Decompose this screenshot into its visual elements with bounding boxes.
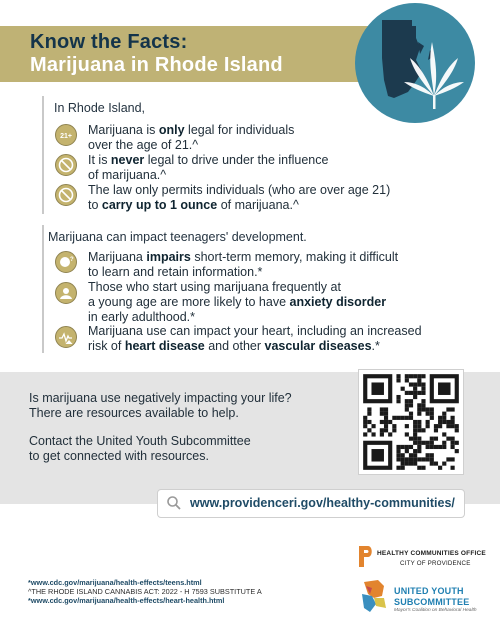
qr-module <box>417 428 421 432</box>
qr-module <box>417 424 421 428</box>
qr-module <box>367 420 371 424</box>
qr-module <box>417 412 421 416</box>
qr-module <box>421 428 425 432</box>
section2-intro: Marijuana can impact teenagers' development. <box>48 230 307 244</box>
qr-module <box>451 420 455 424</box>
qr-module <box>421 403 425 407</box>
qr-module <box>405 445 409 449</box>
qr-module <box>405 374 409 378</box>
qr-module <box>417 445 421 449</box>
section1-divider <box>42 96 44 214</box>
section2-divider <box>42 225 44 353</box>
qr-module <box>413 391 417 395</box>
qr-module <box>442 412 446 416</box>
qr-module <box>409 437 413 441</box>
qr-module <box>371 424 375 428</box>
qr-module <box>451 407 455 411</box>
qr-module <box>413 441 417 445</box>
heart-warning-icon <box>55 326 77 348</box>
fact-possession: The law only permits individuals (who are over age 21) to carry up to 1 ounce of marijuana.^ <box>88 183 391 212</box>
qr-module <box>421 374 425 378</box>
uys-title-line1: UNITED YOUTH <box>394 586 464 596</box>
rhode-island-map-icon <box>354 2 476 124</box>
no-driving-icon <box>55 154 77 176</box>
qr-module <box>417 382 421 386</box>
qr-module <box>396 395 400 399</box>
qr-module <box>430 407 434 411</box>
hco-logo-icon <box>358 545 374 569</box>
qr-module <box>401 462 405 466</box>
qr-module <box>396 374 400 378</box>
search-icon <box>166 495 182 511</box>
qr-module <box>405 432 409 436</box>
qr-module <box>396 466 400 470</box>
qr-module <box>409 412 413 416</box>
qr-module <box>426 457 430 461</box>
qr-code[interactable] <box>358 369 464 475</box>
resources-url[interactable]: www.providenceri.gov/healthy-communities/ <box>190 496 455 510</box>
qr-module <box>426 420 430 424</box>
qr-module <box>401 453 405 457</box>
qr-module <box>363 432 367 436</box>
qr-module <box>367 412 371 416</box>
qr-module <box>413 420 417 424</box>
qr-module <box>384 420 388 424</box>
uys-logo-icon <box>360 578 390 614</box>
qr-module <box>455 441 459 445</box>
qr-module <box>409 399 413 403</box>
qr-module <box>421 399 425 403</box>
qr-module <box>421 387 425 391</box>
qr-module <box>446 407 450 411</box>
qr-module <box>409 445 413 449</box>
qr-module <box>442 416 446 420</box>
qr-module <box>451 457 455 461</box>
qr-module <box>417 391 421 395</box>
qr-module <box>396 416 400 420</box>
section1-intro: In Rhode Island, <box>54 101 146 115</box>
qr-module <box>451 441 455 445</box>
qr-module <box>434 428 438 432</box>
qr-module <box>396 453 400 457</box>
qr-module <box>442 420 446 424</box>
qr-module <box>409 403 413 407</box>
qr-module <box>446 457 450 461</box>
qr-module <box>417 407 421 411</box>
uys-tagline: Mayor's Coalition on Behavioral Health <box>394 608 477 613</box>
qr-module <box>430 412 434 416</box>
qr-module <box>388 420 392 424</box>
qr-module <box>455 424 459 428</box>
qr-module <box>405 462 409 466</box>
qr-module <box>384 424 388 428</box>
qr-module <box>371 432 375 436</box>
qr-module <box>417 403 421 407</box>
qr-module <box>434 424 438 428</box>
qr-module <box>405 449 409 453</box>
qr-module <box>409 462 413 466</box>
qr-module <box>426 441 430 445</box>
qr-module <box>417 420 421 424</box>
qr-module <box>413 453 417 457</box>
qr-module <box>396 399 400 403</box>
uys-title-line2: SUBCOMMITTEE <box>394 597 470 607</box>
qr-module <box>413 374 417 378</box>
qr-module <box>380 412 384 416</box>
qr-module <box>413 387 417 391</box>
anxiety-icon <box>55 282 77 304</box>
qr-module <box>421 441 425 445</box>
qr-module <box>430 437 434 441</box>
qr-module <box>384 416 388 420</box>
qr-module <box>434 445 438 449</box>
qr-module <box>413 462 417 466</box>
qr-module <box>426 424 430 428</box>
qr-module <box>421 457 425 461</box>
qr-module <box>455 428 459 432</box>
qr-module <box>392 428 396 432</box>
page-title-line1: Know the Facts: <box>30 31 188 53</box>
qr-module <box>430 445 434 449</box>
qr-module <box>442 462 446 466</box>
qr-module <box>396 449 400 453</box>
qr-module <box>413 395 417 399</box>
qr-module <box>367 428 371 432</box>
qr-module <box>426 445 430 449</box>
qr-module <box>438 382 450 394</box>
qr-module <box>409 453 413 457</box>
qr-module <box>413 457 417 461</box>
qr-module <box>417 441 421 445</box>
svg-text:?: ? <box>70 257 74 263</box>
qr-module <box>380 428 384 432</box>
footnote-cannabis-act: ^THE RHODE ISLAND CANNABIS ACT: 2022 - H 7593 SUBSTITUTE A <box>28 587 262 596</box>
svg-text:21+: 21+ <box>60 133 72 140</box>
qr-module <box>401 466 405 470</box>
qr-module <box>363 424 367 428</box>
qr-module <box>409 374 413 378</box>
qr-module <box>446 420 450 424</box>
footnote-heart[interactable]: *www.cdc.gov/marijuana/health-effects/heart-health.html <box>28 596 225 605</box>
qr-module <box>371 449 383 461</box>
qr-module <box>451 437 455 441</box>
qr-module <box>405 403 409 407</box>
hco-title: HEALTHY COMMUNITIES OFFICE <box>377 550 486 557</box>
qr-module <box>384 412 388 416</box>
qr-module <box>413 424 417 428</box>
qr-module <box>384 428 388 432</box>
qr-module <box>367 407 371 411</box>
qr-module <box>396 445 400 449</box>
qr-module <box>430 462 434 466</box>
qr-module <box>392 416 396 420</box>
qr-module <box>405 399 409 403</box>
qr-module <box>438 420 442 424</box>
qr-module <box>421 466 425 470</box>
qr-module <box>401 445 405 449</box>
qr-module <box>446 424 450 428</box>
qr-module <box>363 416 367 420</box>
qr-module <box>442 432 446 436</box>
qr-module <box>417 378 421 382</box>
qr-module <box>426 412 430 416</box>
qr-module <box>451 416 455 420</box>
qr-module <box>434 462 438 466</box>
qr-module <box>396 378 400 382</box>
qr-module <box>430 453 434 457</box>
qr-module <box>451 445 455 449</box>
qr-module <box>430 416 434 420</box>
page-title-line2: Marijuana in Rhode Island <box>30 54 283 76</box>
qr-module <box>413 382 417 386</box>
qr-module <box>451 466 455 470</box>
qr-module <box>417 437 421 441</box>
qr-module <box>405 407 409 411</box>
qr-module <box>363 420 367 424</box>
qr-module <box>409 391 413 395</box>
qr-module <box>430 441 434 445</box>
qr-module <box>413 449 417 453</box>
qr-module <box>455 449 459 453</box>
qr-module <box>426 453 430 457</box>
qr-module <box>417 374 421 378</box>
qr-module <box>405 416 409 420</box>
qr-module <box>396 457 400 461</box>
qr-module <box>421 407 425 411</box>
qr-module <box>380 432 384 436</box>
qr-module <box>413 437 417 441</box>
age-21-icon <box>55 124 77 146</box>
qr-module <box>405 457 409 461</box>
qr-module <box>446 437 450 441</box>
qr-module <box>438 466 442 470</box>
resources-contact: Contact the United Youth Subcommittee to get connected with resources. <box>29 434 251 463</box>
footnote-teens[interactable]: *www.cdc.gov/marijuana/health-effects/teens.html <box>28 578 202 587</box>
qr-module <box>409 382 413 386</box>
qr-module <box>417 449 421 453</box>
qr-module <box>409 457 413 461</box>
qr-module <box>401 387 405 391</box>
qr-module <box>413 432 417 436</box>
brain-icon <box>55 251 77 273</box>
qr-module <box>442 441 446 445</box>
qr-module <box>392 424 396 428</box>
qr-module <box>388 432 392 436</box>
qr-module <box>409 416 413 420</box>
resources-question: Is marijuana use negatively impacting your life? There are resources available to help. <box>29 391 292 420</box>
qr-module <box>438 416 442 420</box>
qr-module <box>405 391 409 395</box>
qr-module <box>405 424 409 428</box>
qr-module <box>426 407 430 411</box>
qr-module <box>421 391 425 395</box>
qr-module <box>401 457 405 461</box>
qr-module <box>384 407 388 411</box>
qr-module <box>417 457 421 461</box>
fact-heart: Marijuana use can impact your heart, including an increased risk of heart disease and other vascular diseases.* <box>88 324 422 353</box>
fact-anxiety: Those who start using marijuana frequently at a young age are more likely to have anxiety disorder in early adulthood.* <box>88 280 387 324</box>
fact-legal-age: Marijuana is only legal for individuals over the age of 21.^ <box>88 123 295 152</box>
qr-module <box>417 466 421 470</box>
qr-module <box>413 428 417 432</box>
qr-module <box>430 457 434 461</box>
fact-driving: It is never legal to drive under the influence of marijuana.^ <box>88 153 329 182</box>
qr-module <box>421 382 425 386</box>
fact-memory: Marijuana impairs short-term memory, making it difficult to learn and retain information.* <box>88 250 399 279</box>
qr-module <box>405 378 409 382</box>
qr-module <box>438 424 442 428</box>
qr-module <box>371 382 383 394</box>
no-symbol-icon <box>55 184 77 206</box>
qr-module <box>401 416 405 420</box>
qr-module <box>380 407 384 411</box>
qr-module <box>451 424 455 428</box>
hco-subtitle: CITY OF PROVIDENCE <box>400 560 471 567</box>
qr-module <box>442 445 446 449</box>
qr-module <box>434 437 438 441</box>
qr-module <box>380 420 384 424</box>
qr-module <box>438 445 442 449</box>
